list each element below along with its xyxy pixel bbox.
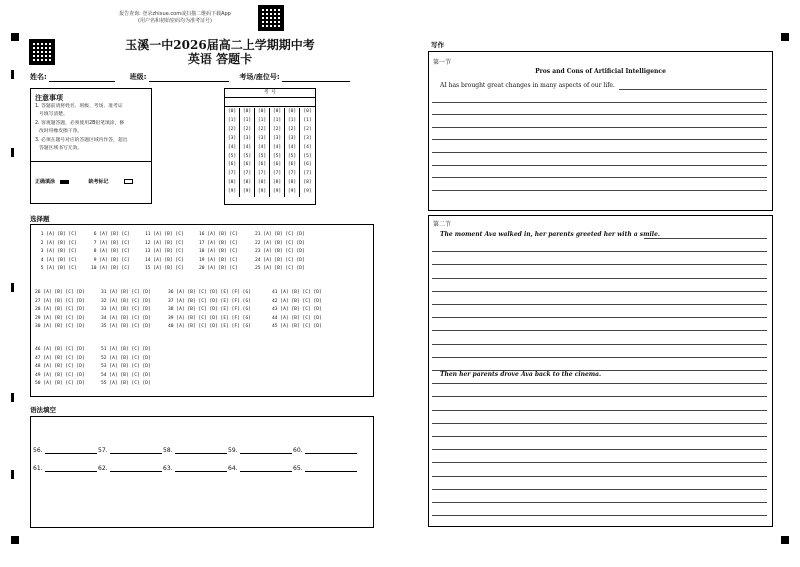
- part2-opening-1: The moment Ava walked in, her parents greeted her with a smile.: [440, 231, 660, 238]
- choice-column[interactable]: 1 [A] [B] [C] 2 [A] [B] [C] 3 [A] [B] [C] 4 [A] [B] [C] 5 [A] [B] [C]: [40, 232, 77, 272]
- choice-column[interactable]: 21 [A] [B] [C] [D] 22 [A] [B] [C] [D] 23 [A] [B] [C] [D] 24 [A] [B] [C] [D] 25 [A] [B] [C] [D]: [255, 232, 305, 272]
- grammar-number: 59.: [228, 447, 238, 454]
- choice-column[interactable]: 11 [A] [B] [C] 12 [A] [B] [C] 13 [A] [B] [C] 14 [A] [B] [C] 15 [A] [B] [C]: [145, 232, 184, 272]
- grammar-blank[interactable]: [175, 465, 227, 472]
- part2-label: 第二节: [433, 221, 452, 228]
- grammar-blank[interactable]: [240, 447, 292, 454]
- name-field[interactable]: [49, 74, 115, 82]
- grammar-number: 62.: [98, 465, 108, 472]
- exam-id-bubble[interactable]: [6]: [272, 162, 282, 168]
- grammar-blank[interactable]: [110, 465, 162, 472]
- writing-line[interactable]: [432, 291, 767, 292]
- exam-id-bubble[interactable]: [8]: [242, 180, 252, 186]
- exam-id-bubble[interactable]: [4]: [257, 144, 267, 150]
- exam-id-bubble[interactable]: [4]: [287, 144, 297, 150]
- exam-id-bubble[interactable]: [6]: [257, 162, 267, 168]
- page-title: 玉溪一中2026届高二上学期期中考: [125, 38, 315, 52]
- exam-id-bubble[interactable]: [7]: [287, 171, 297, 177]
- notes-item: 号填写清楚。: [39, 112, 68, 118]
- exam-id-bubble[interactable]: [0]: [257, 109, 267, 114]
- grammar-blank[interactable]: [45, 447, 97, 454]
- exam-id-digit-column: [255, 108, 270, 197]
- notes-item: 答题区域书写无效。: [39, 146, 83, 152]
- writing-line[interactable]: [432, 190, 767, 191]
- exam-id-bubble[interactable]: [0]: [287, 109, 297, 114]
- registration-mark-bottom-left: [11, 536, 19, 544]
- writing-line[interactable]: [432, 152, 767, 153]
- exam-id-bubble[interactable]: [0]: [272, 109, 282, 114]
- exam-id-bubble[interactable]: [9]: [287, 189, 297, 195]
- exam-qr-code: [29, 39, 55, 65]
- page-subtitle: 英语 答题卡: [187, 52, 253, 66]
- writing-part2-box: [428, 215, 773, 527]
- exam-id-bubble[interactable]: [8]: [257, 180, 267, 186]
- notes-item: 1. 答题前请将姓名、班级、考场、准考证: [35, 104, 123, 109]
- writing-line[interactable]: [432, 502, 767, 503]
- exam-id-bubble[interactable]: [7]: [303, 171, 312, 177]
- exam-id-bubble[interactable]: [2]: [242, 126, 252, 132]
- grammar-answer-box: [30, 416, 374, 528]
- timing-mark: [11, 70, 14, 79]
- exam-id-bubble[interactable]: [8]: [287, 180, 297, 186]
- exam-id-bubble[interactable]: [9]: [272, 189, 282, 195]
- exam-id-bubble[interactable]: [1]: [227, 117, 237, 123]
- exam-id-bubble[interactable]: [4]: [227, 144, 237, 150]
- exam-id-bubble[interactable]: [0]: [242, 109, 252, 114]
- choice-column[interactable]: 51 [A] [B] [C] [D] 52 [A] [B] [C] [D] 53 [A] [B] [C] [D] 54 [A] [B] [C] [D] 55 [A] [B] [C] [D]: [101, 347, 151, 387]
- exam-id-bubble[interactable]: [3]: [287, 135, 297, 141]
- grammar-blank[interactable]: [110, 447, 162, 454]
- exam-id-bubble[interactable]: [4]: [272, 144, 282, 150]
- grammar-blank[interactable]: [45, 465, 97, 472]
- timing-mark: [11, 283, 14, 292]
- writing-part1-box: [428, 51, 773, 211]
- exam-id-bubble[interactable]: [3]: [227, 135, 237, 141]
- grammar-number: 58.: [163, 447, 173, 454]
- exam-id-bubble[interactable]: [0]: [303, 109, 312, 114]
- report-notice-line1: 报告查询: 登录zhixue.com或扫描二维码下载App: [119, 11, 231, 17]
- choice-column[interactable]: 16 [A] [B] [C] 17 [A] [B] [C] 18 [A] [B] [C] 19 [A] [B] [C] 20 [A] [B] [C]: [199, 232, 238, 272]
- choice-answer-box: [30, 224, 374, 397]
- exam-id-bubble[interactable]: [5]: [303, 153, 312, 159]
- grammar-blank[interactable]: [175, 447, 227, 454]
- grammar-number: 65.: [293, 465, 303, 472]
- writing-line[interactable]: [432, 489, 767, 490]
- writing-line[interactable]: [432, 476, 767, 477]
- exam-id-bubble[interactable]: [1]: [257, 117, 267, 123]
- choice-column[interactable]: 36 [A] [B] [C] [D] [E] [F] [G] 37 [A] [B] [C] [D] [E] [F] [G] 38 [A] [B] [C] [D] [E] [F] [G] 39 [A] [B] [C] [D] [E] [F] [G] 40 [A] [B] [C] [D] [E] [F] [G]: [168, 290, 251, 330]
- writing-line[interactable]: [432, 449, 767, 450]
- exam-id-bubble[interactable]: [5]: [242, 153, 252, 159]
- exam-id-bubble[interactable]: [2]: [227, 126, 237, 132]
- exam-id-bubble[interactable]: [7]: [257, 171, 267, 177]
- registration-mark-bottom-right: [781, 536, 789, 544]
- exam-id-bubble[interactable]: [4]: [242, 144, 252, 150]
- writing-line[interactable]: [619, 89, 767, 90]
- class-label: 班级:: [129, 73, 147, 81]
- student-info-row: [30, 72, 370, 82]
- exam-id-bubble[interactable]: [3]: [257, 135, 267, 141]
- exam-id-bubble[interactable]: [6]: [287, 162, 297, 168]
- exam-id-bubble[interactable]: [2]: [287, 126, 297, 132]
- missing-mark-label: 缺考标记: [88, 179, 109, 185]
- app-qr-code[interactable]: [258, 5, 284, 31]
- exam-id-bubble[interactable]: [8]: [227, 180, 237, 186]
- writing-section-title: 写作: [431, 41, 444, 49]
- writing-line[interactable]: [432, 357, 767, 358]
- grammar-number: 60.: [293, 447, 303, 454]
- choice-column[interactable]: 46 [A] [B] [C] [D] 47 [A] [B] [C] [D] 48 [A] [B] [C] [D] 49 [A] [B] [C] [D] 50 [A] [B] [C] [D]: [35, 347, 85, 387]
- writing-line[interactable]: [644, 238, 767, 239]
- notes-box: [30, 88, 152, 204]
- exam-id-bubble[interactable]: [7]: [272, 171, 282, 177]
- exam-id-bubble[interactable]: [5]: [287, 153, 297, 159]
- missing-mark-box[interactable]: [124, 179, 133, 184]
- exam-id-digit-column: [225, 108, 240, 197]
- exam-id-bubble[interactable]: [8]: [303, 180, 312, 186]
- registration-mark-top-left: [11, 33, 19, 41]
- writing-line[interactable]: [432, 330, 767, 331]
- exam-id-bubble[interactable]: [8]: [272, 180, 282, 186]
- writing-line[interactable]: [432, 515, 767, 516]
- writing-line[interactable]: [432, 165, 767, 166]
- writing-line[interactable]: [432, 102, 767, 103]
- exam-id-bubble[interactable]: [6]: [227, 162, 237, 168]
- writing-line[interactable]: [432, 410, 767, 411]
- notes-item: 改时用橡皮擦干净。: [39, 129, 83, 135]
- correct-fill-sample: [60, 180, 69, 184]
- choice-column[interactable]: 26 [A] [B] [C] [D] 27 [A] [B] [C] [D] 28 [A] [B] [C] [D] 29 [A] [B] [C] [D] 30 [A] [B] [C] [D]: [35, 290, 85, 330]
- exam-id-bubble[interactable]: [5]: [227, 153, 237, 159]
- writing-line[interactable]: [432, 304, 767, 305]
- exam-id-bubble[interactable]: [2]: [272, 126, 282, 132]
- exam-id-bubble[interactable]: [9]: [257, 189, 267, 195]
- exam-id-bubble[interactable]: [9]: [242, 189, 252, 195]
- grammar-number: 63.: [163, 465, 173, 472]
- exam-id-bubble[interactable]: [7]: [242, 171, 252, 177]
- exam-id-bubble[interactable]: [9]: [227, 189, 237, 195]
- exam-id-digit-column: [240, 108, 255, 197]
- grammar-section-title: 语法填空: [30, 406, 56, 414]
- grammar-number: 61.: [33, 465, 43, 472]
- grammar-number: 57.: [98, 447, 108, 454]
- writing-line[interactable]: [432, 344, 767, 345]
- exam-id-bubble[interactable]: [7]: [227, 171, 237, 177]
- exam-id-bubble[interactable]: [2]: [303, 126, 312, 132]
- writing-line[interactable]: [432, 127, 767, 128]
- grammar-number: 64.: [228, 465, 238, 472]
- timing-mark: [11, 148, 14, 157]
- exam-id-bubble[interactable]: [5]: [257, 153, 267, 159]
- part1-opening: AI has brought great changes in many aspects of our life.: [440, 82, 615, 89]
- choice-column[interactable]: 41 [A] [B] [C] [D] 42 [A] [B] [C] [D] 43 [A] [B] [C] [D] 44 [A] [B] [C] [D] 45 [A] [B] [C] [D]: [272, 290, 322, 330]
- writing-line[interactable]: [432, 251, 767, 252]
- exam-id-bubble[interactable]: [1]: [272, 117, 282, 123]
- notes-title: 注意事项: [35, 94, 63, 102]
- timing-mark: [11, 470, 14, 479]
- exam-id-bubble[interactable]: [3]: [242, 135, 252, 141]
- writing-line[interactable]: [432, 383, 767, 384]
- exam-id-bubble[interactable]: [0]: [227, 109, 237, 114]
- report-notice: [100, 11, 250, 25]
- grammar-blank[interactable]: [240, 465, 292, 472]
- choice-column[interactable]: 6 [A] [B] [C] 7 [A] [B] [C] 8 [A] [B] [C] 9 [A] [B] [C] 10 [A] [B] [C]: [91, 232, 130, 272]
- exam-id-bubble[interactable]: [9]: [303, 189, 312, 195]
- writing-line[interactable]: [432, 139, 767, 140]
- registration-mark-top-right: [781, 33, 789, 41]
- grammar-blank[interactable]: [305, 465, 357, 472]
- correct-fill-label: 正确填涂: [35, 179, 56, 185]
- notes-item: 2. 客观题答题，必须使用2B铅笔填涂，修: [35, 120, 125, 126]
- writing-line[interactable]: [432, 370, 767, 371]
- grammar-number: 56.: [33, 447, 43, 454]
- writing-line[interactable]: [432, 462, 767, 463]
- writing-line[interactable]: [432, 114, 767, 115]
- writing-line[interactable]: [432, 177, 767, 178]
- exam-id-bubble[interactable]: [6]: [242, 162, 252, 168]
- exam-id-bubble[interactable]: [3]: [272, 135, 282, 141]
- report-notice-line2: (用户名和初始密码均为准考证号): [138, 18, 212, 24]
- notes-item: 3. 必须在题号对应的答题区域内作答，超出: [35, 137, 128, 143]
- part1-title: Pros and Cons of Artificial Intelligence: [535, 68, 666, 75]
- exam-id-bubble[interactable]: [1]: [287, 117, 297, 123]
- class-field[interactable]: [149, 74, 229, 82]
- name-label: 姓名:: [30, 73, 47, 81]
- choice-column[interactable]: 31 [A] [B] [C] [D] 32 [A] [B] [C] [D] 33 [A] [B] [C] [D] 34 [A] [B] [C] [D] 35 [A] [B] [C] [D]: [101, 290, 151, 330]
- writing-line[interactable]: [432, 278, 767, 279]
- exam-id-bubble[interactable]: [6]: [303, 162, 312, 168]
- timing-mark: [11, 393, 14, 402]
- writing-line[interactable]: [432, 396, 767, 397]
- exam-id-bubble[interactable]: [5]: [272, 153, 282, 159]
- exam-id-digit-column: [300, 108, 315, 197]
- exam-id-bubble[interactable]: [1]: [303, 117, 312, 123]
- writing-line[interactable]: [432, 423, 767, 424]
- grammar-blank[interactable]: [305, 447, 357, 454]
- exam-id-bubble[interactable]: [3]: [303, 135, 312, 141]
- part2-opening-2: Then her parents drove Ava back to the cinema.: [440, 371, 602, 378]
- exam-id-digit-column: [270, 108, 285, 197]
- exam-id-bubble[interactable]: [1]: [242, 117, 252, 123]
- exam-id-grid: [224, 88, 316, 205]
- choice-section-title: 选择题: [30, 215, 50, 223]
- writing-line[interactable]: [432, 317, 767, 318]
- exam-id-digit-column: [285, 108, 300, 197]
- seat-field[interactable]: [282, 74, 350, 82]
- part1-label: 第一节: [433, 59, 452, 66]
- exam-id-bubble[interactable]: [4]: [303, 144, 312, 150]
- exam-id-header: 考 号: [225, 89, 315, 98]
- exam-id-bubble[interactable]: [2]: [257, 126, 267, 132]
- writing-line[interactable]: [432, 436, 767, 437]
- seat-label: 考场/座位号:: [239, 73, 280, 81]
- writing-line[interactable]: [432, 264, 767, 265]
